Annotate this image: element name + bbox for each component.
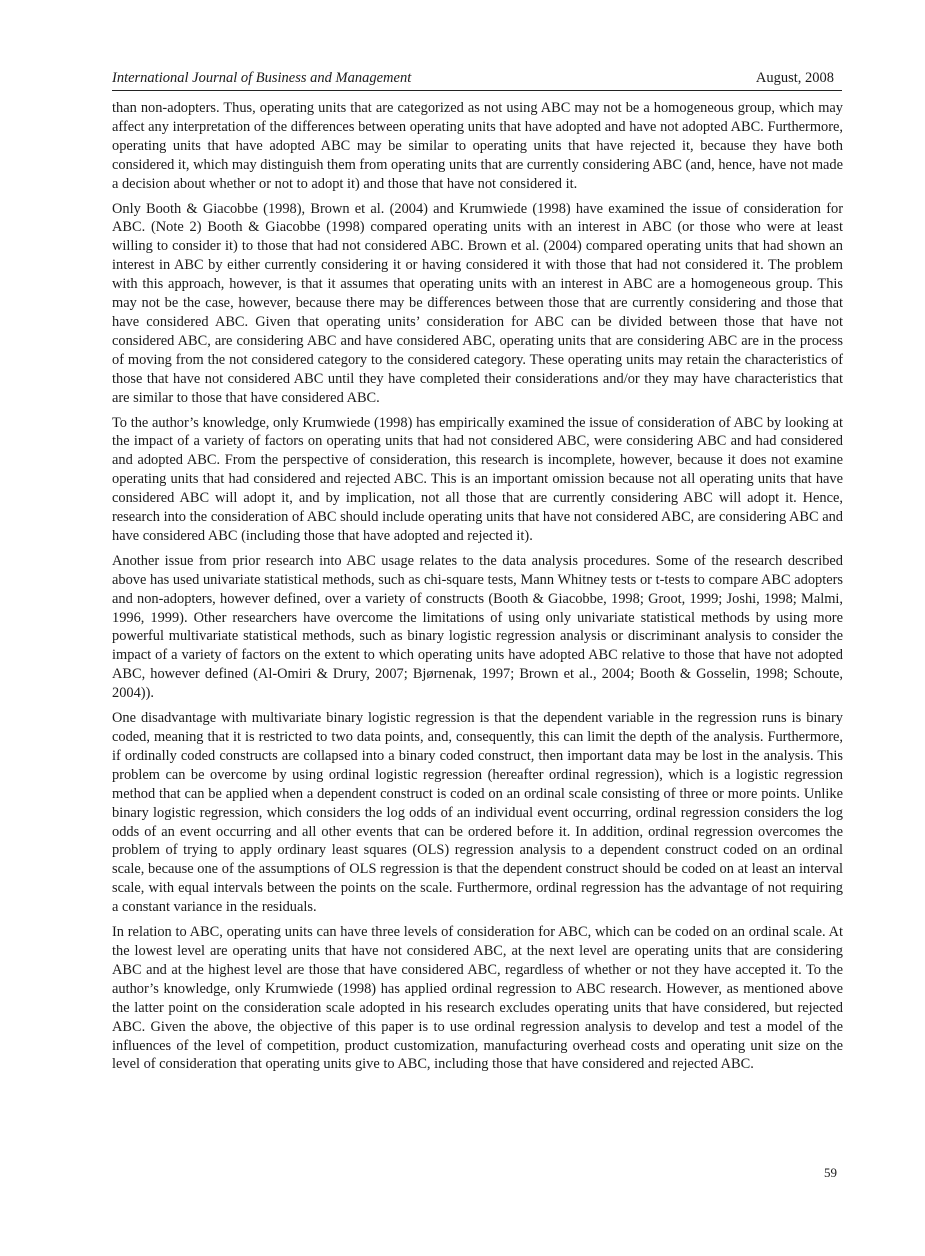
paragraph: One disadvantage with multivariate binary logistic regression is that the dependent variable in the regression runs is binary coded, meaning that it is restricted to two data points, and, consequently, this can limit the depth of the analysis. Furthermore, if ordinally coded constructs are collapsed into a binary coded construct, then important data may be lost in the analysis. This problem can be overcome by using ordinal logistic regression (hereafter ordinal regression), which is a logistic regression method that can be applied when a dependent construct is coded on an ordinal scale consisting of three or more points. Unlike binary logistic regression, which considers the log odds of an individual event occurring, ordinal regression considers the log odds of an event occurring and all other events that can be ordered before it. In addition, ordinal regression overcomes the problem of trying to apply ordinary least squares (OLS) regression analysis to a dependent construct coded on an ordinal scale, because one of the assumptions of OLS regression is that the dependent construct should be coded on at least an interval scale, with equal intervals between the points on the scale. Furthermore, ordinal regression has the advantage of not requiring a constant variance in the residuals. [112,710,843,916]
paragraph: To the author’s knowledge, only Krumwiede (1998) has empirically examined the issue of consideration of ABC by looking at the impact of a variety of factors on operating units that had not considered ABC, were considering ABC and had considered and adopted ABC. From the perspective of consideration, this research is incomplete, however, because it does not examine operating units that had considered and rejected ABC. This is an important omission because not all operating units that have considered ABC will adopt it, and by implication, not all those that are currently considering ABC will adopt it. Hence, research into the consideration of ABC should include operating units that have not considered ABC, are considering ABC and have considered ABC (including those that have adopted and rejected it). [112,414,843,544]
paragraph: In relation to ABC, operating units can have three levels of consideration for ABC, which can be coded on an ordinal scale. At the lowest level are operating units that have not considered ABC, at the next level are operating units that are considering ABC and at the highest level are those that have considered ABC, regardless of whether or not they have accepted it. To the author’s knowledge, only Krumwiede (1998) has applied ordinal regression to ABC research. However, as mentioned above the latter point on the consideration scale adopted in his research excludes operating units that have considered, but rejected ABC. Given the above, the objective of this paper is to use ordinal regression analysis to develop and test a model of the influences of the level of competition, product customization, manufacturing overhead costs and operating unit size on the level of consideration that operating units give to ABC, including those that have considered and rejected ABC. [112,924,843,1073]
paragraph: Another issue from prior research into ABC usage relates to the data analysis procedures. Some of the research described above has used univariate statistical methods, such as chi-square tests, Mann Whitney tests or t-tests to compare ABC adopters and non-adopters, however defined, over a variety of constructs (Booth & Giacobbe, 1998; Groot, 1999; Joshi, 1998; Malmi, 1996, 1999). Other researchers have overcome the limitations of using only univariate statistical methods by using more powerful multivariate statistical methods, such as binary logistic regression analysis or discriminant analysis to consider the impact of a variety of factors on the extent to which operating units have adopted ABC relative to those that have not adopted ABC, however defined (Al-Omiri & Drury, 2007; Bjørnenak, 1997; Brown et al., 2004; Booth & Gosselin, 1998; Schoute, 2004)). [112,552,843,702]
body-text [112,99,843,1080]
running-header [112,68,842,91]
journal-title: International Journal of Business and Management [112,70,412,86]
issue-date: August, 2008 [755,70,834,86]
paragraph: than non-adopters. Thus, operating units that are categorized as not using ABC may not be a homogeneous group, which may affect any interpretation of the differences between operating units that have adopted and have not adopted ABC. Furthermore, operating units that have adopted ABC may be similar to operating units that have rejected it, because they have both considered it, which may distinguish them from operating units that are currently considering ABC (and, hence, have not made a decision about whether or not to adopt it) and those that have not considered it. [112,100,843,192]
paragraph: Only Booth & Giacobbe (1998), Brown et al. (2004) and Krumwiede (1998) have examined the issue of consideration for ABC. (Note 2) Booth & Giacobbe (1998) compared operating units with an interest in ABC (or those who were at least willing to consider it) to those that had not considered ABC. Brown et al. (2004) compared operating units that had shown an interest in ABC by either currently considering it or having considered it with those that had not considered it. The problem with this approach, however, is that it assumes that operating units with an interest in ABC are a homogeneous group. This may not be the case, however, because there may be differences between those that are currently considering and those that have considered ABC. Given that operating units’ consideration for ABC can be divided between those that have not considered ABC, are considering ABC and have considered ABC, operating units that are considering ABC are in the process of moving from the not considered category to the considered category. These operating units may retain the characteristics of those that have not considered ABC until they have completed their considerations and/or they may have characteristics that are similar to those that have considered ABC. [112,200,843,406]
page-number: 59 [824,1165,837,1180]
